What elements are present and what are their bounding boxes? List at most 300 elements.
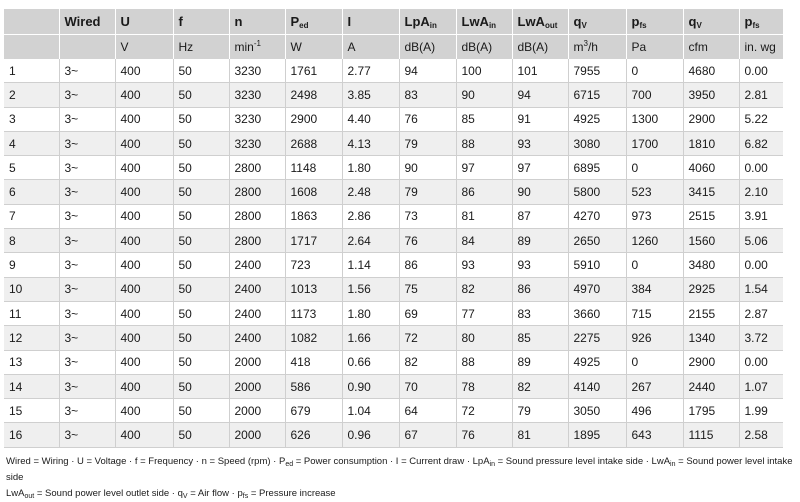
table-cell: 50 bbox=[173, 423, 229, 447]
table-cell: 2155 bbox=[683, 301, 739, 325]
column-header-unit bbox=[512, 35, 568, 60]
table-cell: 2 bbox=[4, 83, 59, 107]
table-cell: 2800 bbox=[229, 204, 285, 228]
table-cell: 4140 bbox=[568, 374, 626, 398]
legend-line-1 bbox=[6, 454, 796, 486]
legend-text: = Sound power level intake side bbox=[6, 456, 793, 483]
column-header-symbol bbox=[59, 9, 115, 35]
table-cell: 5.22 bbox=[739, 107, 783, 131]
table-cell: 2800 bbox=[229, 229, 285, 253]
column-header-symbol bbox=[626, 9, 683, 35]
table-cell: 4270 bbox=[568, 204, 626, 228]
legend bbox=[6, 454, 796, 502]
table-row bbox=[4, 374, 783, 398]
unit-superscript: -1 bbox=[253, 39, 261, 48]
table-cell: 50 bbox=[173, 253, 229, 277]
table-cell: 1863 bbox=[285, 204, 342, 228]
table-cell: 9 bbox=[4, 253, 59, 277]
column-header-symbol bbox=[399, 9, 456, 35]
table-cell: 88 bbox=[456, 350, 512, 374]
unit-text: dB(A) bbox=[404, 40, 436, 54]
table-cell: 88 bbox=[456, 131, 512, 155]
table-cell: 400 bbox=[115, 229, 173, 253]
table-cell: 5910 bbox=[568, 253, 626, 277]
table-cell: 67 bbox=[399, 423, 456, 447]
table-cell: 400 bbox=[115, 59, 173, 83]
table-cell: 90 bbox=[512, 180, 568, 204]
column-header-unit bbox=[173, 35, 229, 60]
table-cell: 4970 bbox=[568, 277, 626, 301]
table-cell: 1 bbox=[4, 59, 59, 83]
table-cell: 3~ bbox=[59, 399, 115, 423]
legend-text: = Sound power level outlet side · q bbox=[34, 488, 183, 499]
table-cell: 79 bbox=[512, 399, 568, 423]
table-cell: 2000 bbox=[229, 350, 285, 374]
symbol-subscript: fs bbox=[752, 21, 760, 30]
table-cell: 3230 bbox=[229, 59, 285, 83]
table-row bbox=[4, 301, 783, 325]
table-cell: 79 bbox=[399, 180, 456, 204]
table-row bbox=[4, 156, 783, 180]
table-cell: 3~ bbox=[59, 326, 115, 350]
table-cell: 84 bbox=[456, 229, 512, 253]
table-cell: 1895 bbox=[568, 423, 626, 447]
table-cell: 86 bbox=[512, 277, 568, 301]
unit-text: cfm bbox=[688, 40, 708, 54]
table-cell: 82 bbox=[399, 350, 456, 374]
unit-text: dB(A) bbox=[461, 40, 493, 54]
table-cell: 50 bbox=[173, 350, 229, 374]
unit-header-row bbox=[4, 35, 783, 60]
table-cell: 89 bbox=[512, 350, 568, 374]
table-row bbox=[4, 107, 783, 131]
table-cell: 80 bbox=[456, 326, 512, 350]
table-cell: 400 bbox=[115, 423, 173, 447]
table-cell: 1115 bbox=[683, 423, 739, 447]
table-body bbox=[4, 59, 783, 447]
symbol-text: q bbox=[688, 14, 697, 29]
table-cell: 2400 bbox=[229, 253, 285, 277]
table-cell: 1795 bbox=[683, 399, 739, 423]
table-cell: 2440 bbox=[683, 374, 739, 398]
table-cell: 50 bbox=[173, 301, 229, 325]
table-cell: 70 bbox=[399, 374, 456, 398]
column-header-unit bbox=[626, 35, 683, 60]
table-cell: 16 bbox=[4, 423, 59, 447]
unit-suffix: /h bbox=[587, 40, 598, 54]
table-cell: 11 bbox=[4, 301, 59, 325]
table-cell: 2.58 bbox=[739, 423, 783, 447]
column-header-unit bbox=[342, 35, 399, 60]
table-cell: 2400 bbox=[229, 326, 285, 350]
unit-text: V bbox=[120, 40, 129, 54]
table-cell: 1608 bbox=[285, 180, 342, 204]
table-cell: 89 bbox=[512, 229, 568, 253]
table-cell: 83 bbox=[399, 83, 456, 107]
table-cell: 1260 bbox=[626, 229, 683, 253]
table-cell: 4 bbox=[4, 131, 59, 155]
table-cell: 4.40 bbox=[342, 107, 399, 131]
column-header-symbol bbox=[285, 9, 342, 35]
table-cell: 8 bbox=[4, 229, 59, 253]
table-cell: 50 bbox=[173, 326, 229, 350]
table-cell: 723 bbox=[285, 253, 342, 277]
table-cell: 81 bbox=[456, 204, 512, 228]
symbol-text: LwA bbox=[461, 14, 489, 29]
table-row bbox=[4, 423, 783, 447]
table-cell: 0 bbox=[626, 253, 683, 277]
table-cell: 85 bbox=[456, 107, 512, 131]
table-cell: 6895 bbox=[568, 156, 626, 180]
column-header-unit bbox=[4, 35, 59, 60]
table-cell: 2800 bbox=[229, 180, 285, 204]
table-cell: 626 bbox=[285, 423, 342, 447]
symbol-text: I bbox=[347, 14, 352, 29]
table-cell: 1.66 bbox=[342, 326, 399, 350]
table-cell: 76 bbox=[399, 107, 456, 131]
symbol-text: q bbox=[573, 14, 582, 29]
table-cell: 3~ bbox=[59, 180, 115, 204]
table-cell: 50 bbox=[173, 156, 229, 180]
unit-text: Pa bbox=[631, 40, 647, 54]
table-cell: 50 bbox=[173, 131, 229, 155]
table-cell: 5 bbox=[4, 156, 59, 180]
table-cell: 1300 bbox=[626, 107, 683, 131]
table-row bbox=[4, 350, 783, 374]
table-cell: 90 bbox=[399, 156, 456, 180]
table-row bbox=[4, 253, 783, 277]
table-cell: 0.90 bbox=[342, 374, 399, 398]
table-cell: 82 bbox=[512, 374, 568, 398]
table-cell: 86 bbox=[456, 180, 512, 204]
table-cell: 586 bbox=[285, 374, 342, 398]
table-cell: 2925 bbox=[683, 277, 739, 301]
unit-text: dB(A) bbox=[517, 40, 549, 54]
table-cell: 100 bbox=[456, 59, 512, 83]
table-cell: 1.80 bbox=[342, 156, 399, 180]
table-cell: 86 bbox=[399, 253, 456, 277]
table-cell: 1082 bbox=[285, 326, 342, 350]
symbol-text: n bbox=[234, 14, 243, 29]
table-cell: 2650 bbox=[568, 229, 626, 253]
table-cell: 79 bbox=[399, 131, 456, 155]
column-header-unit bbox=[59, 35, 115, 60]
table-cell: 926 bbox=[626, 326, 683, 350]
table-cell: 3230 bbox=[229, 131, 285, 155]
table-cell: 50 bbox=[173, 107, 229, 131]
table-cell: 400 bbox=[115, 204, 173, 228]
table-cell: 64 bbox=[399, 399, 456, 423]
table-cell: 85 bbox=[512, 326, 568, 350]
table-cell: 1013 bbox=[285, 277, 342, 301]
table-cell: 3~ bbox=[59, 107, 115, 131]
table-cell: 700 bbox=[626, 83, 683, 107]
table-cell: 76 bbox=[456, 423, 512, 447]
table-cell: 3~ bbox=[59, 156, 115, 180]
symbol-text: LwA bbox=[517, 14, 545, 29]
table-cell: 10 bbox=[4, 277, 59, 301]
table-cell: 3080 bbox=[568, 131, 626, 155]
column-header-symbol bbox=[115, 9, 173, 35]
table-cell: 6.82 bbox=[739, 131, 783, 155]
table-cell: 1717 bbox=[285, 229, 342, 253]
symbol-subscript: V bbox=[696, 21, 702, 30]
table-header bbox=[4, 9, 783, 59]
legend-text: = Pressure increase bbox=[248, 488, 336, 499]
legend-text: = Air flow · p bbox=[187, 488, 243, 499]
table-cell: 2515 bbox=[683, 204, 739, 228]
table-cell: 0 bbox=[626, 156, 683, 180]
table-cell: 3~ bbox=[59, 253, 115, 277]
column-header-symbol bbox=[456, 9, 512, 35]
column-header-symbol bbox=[739, 9, 783, 35]
table-row bbox=[4, 399, 783, 423]
table-cell: 90 bbox=[456, 83, 512, 107]
symbol-text: f bbox=[178, 14, 183, 29]
table-cell: 93 bbox=[512, 131, 568, 155]
table-cell: 6 bbox=[4, 180, 59, 204]
legend-subscript: ed bbox=[285, 461, 294, 468]
column-header-symbol bbox=[568, 9, 626, 35]
column-header-symbol bbox=[683, 9, 739, 35]
table-cell: 3~ bbox=[59, 59, 115, 83]
table-cell: 3415 bbox=[683, 180, 739, 204]
column-header-unit bbox=[285, 35, 342, 60]
table-cell: 76 bbox=[399, 229, 456, 253]
table-cell: 1700 bbox=[626, 131, 683, 155]
table-cell: 3230 bbox=[229, 107, 285, 131]
table-cell: 384 bbox=[626, 277, 683, 301]
unit-text: W bbox=[290, 40, 302, 54]
table-cell: 2000 bbox=[229, 374, 285, 398]
table-cell: 1810 bbox=[683, 131, 739, 155]
table-cell: 2.77 bbox=[342, 59, 399, 83]
table-cell: 3~ bbox=[59, 229, 115, 253]
column-header-symbol bbox=[229, 9, 285, 35]
table-cell: 82 bbox=[456, 277, 512, 301]
table-cell: 50 bbox=[173, 59, 229, 83]
table-cell: 973 bbox=[626, 204, 683, 228]
table-cell: 2800 bbox=[229, 156, 285, 180]
table-cell: 2900 bbox=[683, 350, 739, 374]
column-header-unit bbox=[683, 35, 739, 60]
table-cell: 2000 bbox=[229, 423, 285, 447]
table-cell: 97 bbox=[456, 156, 512, 180]
table-cell: 1.99 bbox=[739, 399, 783, 423]
table-cell: 5.06 bbox=[739, 229, 783, 253]
table-cell: 50 bbox=[173, 204, 229, 228]
table-row bbox=[4, 83, 783, 107]
table-cell: 3~ bbox=[59, 374, 115, 398]
unit-text: Hz bbox=[178, 40, 194, 54]
table-cell: 0.00 bbox=[739, 156, 783, 180]
table-cell: 4925 bbox=[568, 107, 626, 131]
table-cell: 75 bbox=[399, 277, 456, 301]
unit-text: in. wg bbox=[744, 40, 776, 54]
legend-text: LwA bbox=[6, 488, 25, 499]
unit-text: m bbox=[573, 40, 584, 54]
table-cell: 2900 bbox=[683, 107, 739, 131]
table-cell: 2400 bbox=[229, 301, 285, 325]
table-cell: 0 bbox=[626, 59, 683, 83]
table-cell: 0.00 bbox=[739, 350, 783, 374]
table-cell: 400 bbox=[115, 277, 173, 301]
table-cell: 7955 bbox=[568, 59, 626, 83]
table-cell: 87 bbox=[512, 204, 568, 228]
table-row bbox=[4, 59, 783, 83]
column-header-unit bbox=[229, 35, 285, 60]
legend-subscript: out bbox=[24, 493, 35, 500]
table-cell: 0.96 bbox=[342, 423, 399, 447]
legend-subscript: fs bbox=[242, 493, 249, 500]
table-cell: 12 bbox=[4, 326, 59, 350]
table-cell: 93 bbox=[512, 253, 568, 277]
table-cell: 3.72 bbox=[739, 326, 783, 350]
table-cell: 400 bbox=[115, 156, 173, 180]
column-header-symbol bbox=[173, 9, 229, 35]
table-cell: 3 bbox=[4, 107, 59, 131]
table-cell: 81 bbox=[512, 423, 568, 447]
table-cell: 0.00 bbox=[739, 59, 783, 83]
table-cell: 3950 bbox=[683, 83, 739, 107]
table-cell: 679 bbox=[285, 399, 342, 423]
table-cell: 418 bbox=[285, 350, 342, 374]
table-cell: 400 bbox=[115, 131, 173, 155]
table-cell: 2498 bbox=[285, 83, 342, 107]
legend-text: = Power consumption · I = Current draw · LpA bbox=[293, 456, 490, 467]
table-row bbox=[4, 204, 783, 228]
legend-subscript: in bbox=[670, 461, 676, 468]
table-cell: 94 bbox=[512, 83, 568, 107]
symbol-text: p bbox=[631, 14, 640, 29]
table-cell: 72 bbox=[399, 326, 456, 350]
table-cell: 400 bbox=[115, 253, 173, 277]
table-cell: 1761 bbox=[285, 59, 342, 83]
symbol-subscript: in bbox=[429, 21, 437, 30]
table-cell: 1148 bbox=[285, 156, 342, 180]
table-cell: 78 bbox=[456, 374, 512, 398]
table-cell: 267 bbox=[626, 374, 683, 398]
table-cell: 0.00 bbox=[739, 253, 783, 277]
table-cell: 69 bbox=[399, 301, 456, 325]
table-cell: 1.07 bbox=[739, 374, 783, 398]
table-cell: 1173 bbox=[285, 301, 342, 325]
table-cell: 715 bbox=[626, 301, 683, 325]
table-row bbox=[4, 229, 783, 253]
symbol-subscript: fs bbox=[639, 21, 647, 30]
table-cell: 2000 bbox=[229, 399, 285, 423]
table-cell: 83 bbox=[512, 301, 568, 325]
table-cell: 5800 bbox=[568, 180, 626, 204]
table-cell: 3~ bbox=[59, 277, 115, 301]
table-cell: 72 bbox=[456, 399, 512, 423]
table-row bbox=[4, 277, 783, 301]
table-cell: 77 bbox=[456, 301, 512, 325]
table-cell: 2400 bbox=[229, 277, 285, 301]
table-cell: 3230 bbox=[229, 83, 285, 107]
table-cell: 3~ bbox=[59, 423, 115, 447]
table-cell: 3~ bbox=[59, 204, 115, 228]
table-cell: 3~ bbox=[59, 83, 115, 107]
table-cell: 3~ bbox=[59, 131, 115, 155]
table-cell: 2.87 bbox=[739, 301, 783, 325]
table-cell: 1.56 bbox=[342, 277, 399, 301]
column-header-unit bbox=[568, 35, 626, 60]
table-cell: 50 bbox=[173, 374, 229, 398]
table-cell: 13 bbox=[4, 350, 59, 374]
table-cell: 15 bbox=[4, 399, 59, 423]
table-cell: 400 bbox=[115, 326, 173, 350]
symbol-text: P bbox=[290, 14, 300, 29]
table-row bbox=[4, 180, 783, 204]
table-cell: 101 bbox=[512, 59, 568, 83]
table-cell: 6715 bbox=[568, 83, 626, 107]
column-header-unit bbox=[739, 35, 783, 60]
table-row bbox=[4, 326, 783, 350]
table-cell: 94 bbox=[399, 59, 456, 83]
table-cell: 91 bbox=[512, 107, 568, 131]
table-cell: 496 bbox=[626, 399, 683, 423]
table-cell: 2275 bbox=[568, 326, 626, 350]
table-cell: 3660 bbox=[568, 301, 626, 325]
column-header-unit bbox=[399, 35, 456, 60]
table-cell: 50 bbox=[173, 277, 229, 301]
symbol-text: LpA bbox=[404, 14, 430, 29]
table-cell: 643 bbox=[626, 423, 683, 447]
table-cell: 2.86 bbox=[342, 204, 399, 228]
table-cell: 1.54 bbox=[739, 277, 783, 301]
table-cell: 1560 bbox=[683, 229, 739, 253]
table-cell: 50 bbox=[173, 399, 229, 423]
table-cell: 2688 bbox=[285, 131, 342, 155]
table-cell: 4925 bbox=[568, 350, 626, 374]
table-cell: 50 bbox=[173, 229, 229, 253]
table-cell: 0.66 bbox=[342, 350, 399, 374]
table-cell: 7 bbox=[4, 204, 59, 228]
symbol-header-row bbox=[4, 9, 783, 35]
table-cell: 2.64 bbox=[342, 229, 399, 253]
symbol-text: p bbox=[744, 14, 753, 29]
table-cell: 400 bbox=[115, 350, 173, 374]
table-cell: 4.13 bbox=[342, 131, 399, 155]
table-cell: 3.85 bbox=[342, 83, 399, 107]
fan-performance-table bbox=[4, 9, 784, 448]
table-cell: 400 bbox=[115, 180, 173, 204]
symbol-subscript: V bbox=[581, 21, 587, 30]
symbol-subscript: in bbox=[488, 21, 497, 30]
unit-text: A bbox=[347, 40, 356, 54]
table-cell: 14 bbox=[4, 374, 59, 398]
table-cell: 400 bbox=[115, 107, 173, 131]
symbol-text: U bbox=[120, 14, 130, 29]
unit-superscript: 3 bbox=[583, 39, 588, 48]
table-cell: 1.80 bbox=[342, 301, 399, 325]
column-header-unit bbox=[456, 35, 512, 60]
table-cell: 73 bbox=[399, 204, 456, 228]
table-cell: 3480 bbox=[683, 253, 739, 277]
table-cell: 1.14 bbox=[342, 253, 399, 277]
table-cell: 400 bbox=[115, 374, 173, 398]
table-cell: 50 bbox=[173, 180, 229, 204]
table-row bbox=[4, 131, 783, 155]
legend-text: = Sound pressure level intake side · LwA bbox=[494, 456, 671, 467]
symbol-subscript: out bbox=[544, 21, 558, 30]
table-cell: 3~ bbox=[59, 350, 115, 374]
table-cell: 50 bbox=[173, 83, 229, 107]
table-cell: 4060 bbox=[683, 156, 739, 180]
table-cell: 2.48 bbox=[342, 180, 399, 204]
column-header-symbol bbox=[4, 9, 59, 35]
